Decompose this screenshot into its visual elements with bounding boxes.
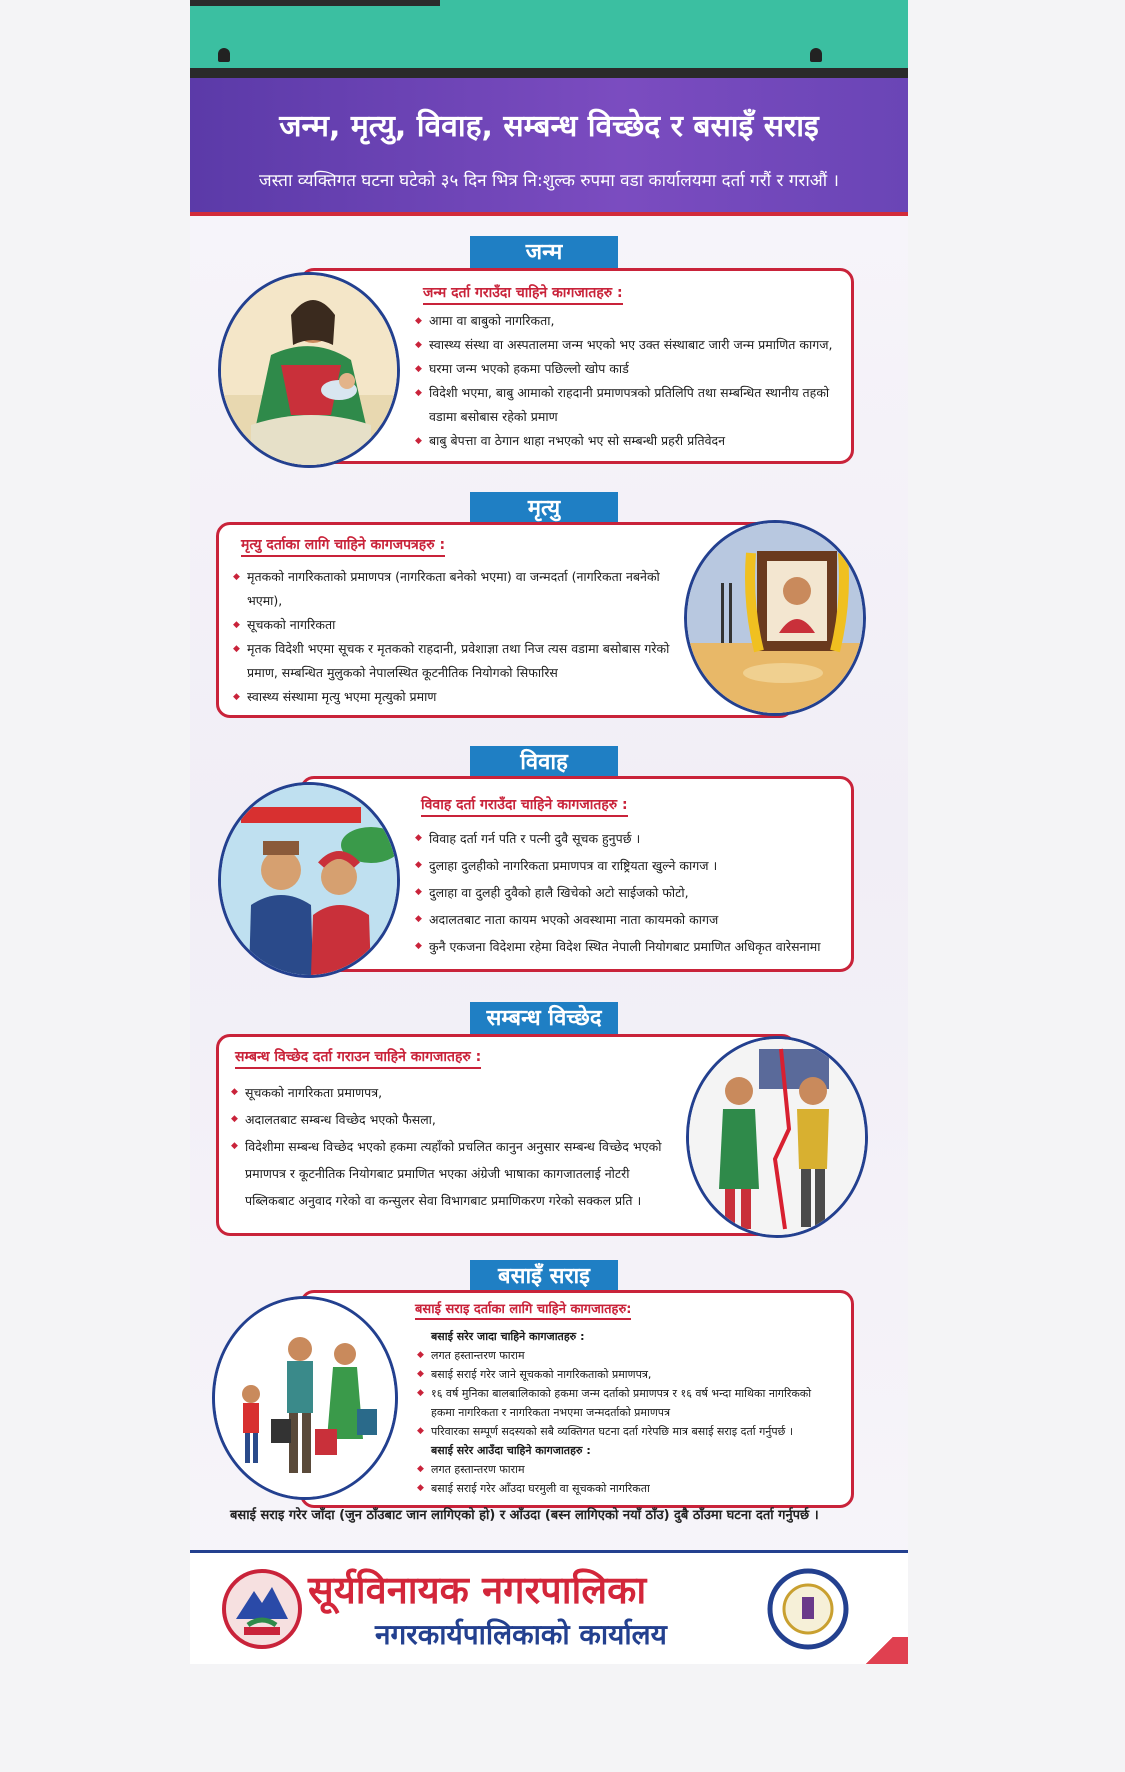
wall-background [190, 0, 908, 72]
poster [190, 0, 908, 1664]
list-item: ◆ स्वास्थ्य संस्था वा अस्पतालमा जन्म भएको भए उक्त संस्थाबाट जारी जन्म प्रमाणित कागज, [415, 333, 845, 357]
list-item: ◆ विदेशी भएमा, बाबु आमाको राहदानी प्रमाणपत्रको प्रतिलिपि तथा सम्बन्धित स्थानीय तहको [415, 381, 845, 405]
pin-left [218, 48, 230, 62]
migration-heading: बसाई सराइ दर्ताका लागि चाहिने कागजातहरु: [415, 1299, 631, 1320]
list-item: ◆ अदालतबाट सम्बन्ध विच्छेद भएको फैसला, [231, 1106, 681, 1133]
list-item: पब्लिकबाट अनुवाद गरेको वा कन्सुलर सेवा विभागबाट प्रमाणिकरण गरेको सक्कल प्रति । [245, 1193, 642, 1208]
marriage-illustration [218, 782, 400, 978]
municipality-seal-icon [766, 1567, 850, 1651]
marriage-heading: विवाह दर्ता गराउँदा चाहिने कागजातहरु : [421, 795, 628, 817]
list-item: ◆ बाबु बेपत्ता वा ठेगान थाहा नभएको भए सो सम्बन्धी प्रहरी प्रतिवेदन [415, 429, 845, 453]
poster-header [190, 78, 908, 216]
tab-migration: बसाइँ सराइ [470, 1260, 618, 1294]
list-item: ◆ लगत हस्तान्तरण फाराम [417, 1346, 847, 1365]
list-item: ◆ दुलाहा वा दुलही दुवैको हालै खिचेको अटो साईजको फोटो, [415, 879, 845, 906]
list-item: ◆ सूचकको नागरिकता [233, 613, 673, 637]
nepal-emblem-icon [220, 1567, 304, 1651]
migration-list [417, 1327, 847, 1498]
list-item: ◆ विवाह दर्ता गर्न पति र पत्नी दुवै सूचक हुनुपर्छ । [415, 825, 845, 852]
list-item: प्रमाणपत्र र कूटनीतिक नियोगबाट प्रमाणित भएका अंग्रेजी भाषाका कागजातलाई नोटरी [245, 1166, 630, 1181]
tab-marriage: विवाह [470, 746, 618, 780]
tab-birth: जन्म [470, 236, 618, 270]
poster-footer [190, 1550, 908, 1664]
birth-heading: जन्म दर्ता गराउँदा चाहिने कागजातहरु : [423, 283, 623, 305]
list-item: ◆ बसाई सराई गरेर जाने सूचकको नागरिकताको प्रमाणपत्र, [417, 1365, 847, 1384]
tab-divorce: सम्बन्ध विच्छेद [470, 1002, 618, 1036]
hanging-rod [190, 68, 908, 78]
list-subheading: बसाई सरेर आउँदा चाहिने कागजातहरु : [431, 1444, 591, 1457]
list-item: ◆ १६ वर्ष मुनिका बालबालिकाको हकमा जन्म दर्ताको प्रमाणपत्र र १६ वर्ष भन्दा माथिका नागरिकको [417, 1384, 847, 1403]
list-item: ◆ विदेशीमा सम्बन्ध विच्छेद भएको हकमा त्यहाँको प्रचलित कानुन अनुसार सम्बन्ध विच्छेद भएको [231, 1133, 681, 1160]
poster-subtitle: जस्ता व्यक्तिगत घटना घटेको ३५ दिन भित्र नि:शुल्क रुपमा वडा कार्यालयमा दर्ता गरौं र गराऔं । [259, 171, 839, 191]
list-item: वडामा बसोबास रहेको प्रमाण [429, 409, 558, 424]
death-illustration [684, 520, 866, 716]
list-item: ◆ परिवारका सम्पूर्ण सदस्यको सबै व्यक्तिगत घटना दर्ता गरेपछि मात्र बसाई सराइ दर्ता गर्नुपर्छ । [417, 1422, 847, 1441]
list-item: ◆ लगत हस्तान्तरण फाराम [417, 1460, 847, 1479]
list-item: ◆ मृतकको नागरिकताको प्रमाणपत्र (नागरिकता बनेको भएमा) वा जन्मदर्ता (नागरिकता नबनेको भएमा), [233, 565, 673, 613]
birth-illustration [218, 272, 400, 468]
list-item: ◆ मृतक विदेशी भएमा सूचक र मृतकको राहदानी, प्रवेशाज्ञा तथा निज त्यस वडामा बसोबास गरेको [233, 637, 673, 661]
list-item: ◆ सूचकको नागरिकता प्रमाणपत्र, [231, 1079, 681, 1106]
pin-right [810, 48, 822, 62]
list-item: ◆ अदालतबाट नाता कायम भएको अवस्थामा नाता कायमको कागज [415, 906, 845, 933]
divorce-list [231, 1079, 681, 1214]
list-item: हकमा नागरिकता र नागरिकता नभएमा जन्मदर्ताको प्रमाणपत्र [431, 1406, 671, 1419]
list-item: ◆ कुनै एकजना विदेशमा रहेमा विदेश स्थित नेपाली नियोगबाट प्रमाणित अधिकृत वारेसनामा [415, 933, 845, 960]
corner-accent [848, 1637, 908, 1664]
death-list [233, 565, 673, 709]
migration-footnote: बसाई सराइ गरेर जाँदा (जुन ठाँउबाट जान लागिएको हो) र आँउदा (बस्न लागिएको नयाँ ठाँउ) दुबै ठाँउमा घटना दर्ता गर्नुपर्छ । [230, 1508, 819, 1523]
death-heading: मृत्यु दर्ताका लागि चाहिने कागजपत्रहरु : [241, 535, 445, 557]
list-item: ◆ स्वास्थ्य संस्थामा मृत्यु भएमा मृत्युको प्रमाण [233, 685, 673, 709]
list-item: ◆ आमा वा बाबुको नागरिकता, [415, 309, 845, 333]
migration-illustration [212, 1296, 398, 1500]
municipality-name: सूर्यविनायक नगरपालिका [308, 1568, 647, 1612]
tab-death: मृत्यु [470, 492, 618, 526]
divorce-illustration [686, 1036, 868, 1238]
office-name: नगरकार्यपालिकाको कार्यालय [375, 1618, 667, 1651]
poster-title: जन्म, मृत्यु, विवाह, सम्बन्ध विच्छेद र बसाइँ सराइ [279, 109, 819, 144]
list-item: ◆ दुलाहा दुलहीको नागरिकता प्रमाणपत्र वा राष्ट्रियता खुल्ने कागज । [415, 852, 845, 879]
list-item: ◆ बसाई सराई गरेर आँउदा घरमुली वा सूचकको नागरिकता [417, 1479, 847, 1498]
list-item: ◆ घरमा जन्म भएको हकमा पछिल्लो खोप कार्ड [415, 357, 845, 381]
list-item: प्रमाण, सम्बन्धित मुलुकको नेपालस्थित कूटनीतिक नियोगको सिफारिस [247, 665, 558, 680]
list-subheading: बसाई सरेर जादा चाहिने कागजातहरु : [431, 1330, 585, 1343]
marriage-list [415, 825, 845, 960]
divorce-heading: सम्बन्ध विच्छेद दर्ता गराउन चाहिने कागजातहरु : [235, 1047, 481, 1069]
birth-list [415, 309, 845, 453]
